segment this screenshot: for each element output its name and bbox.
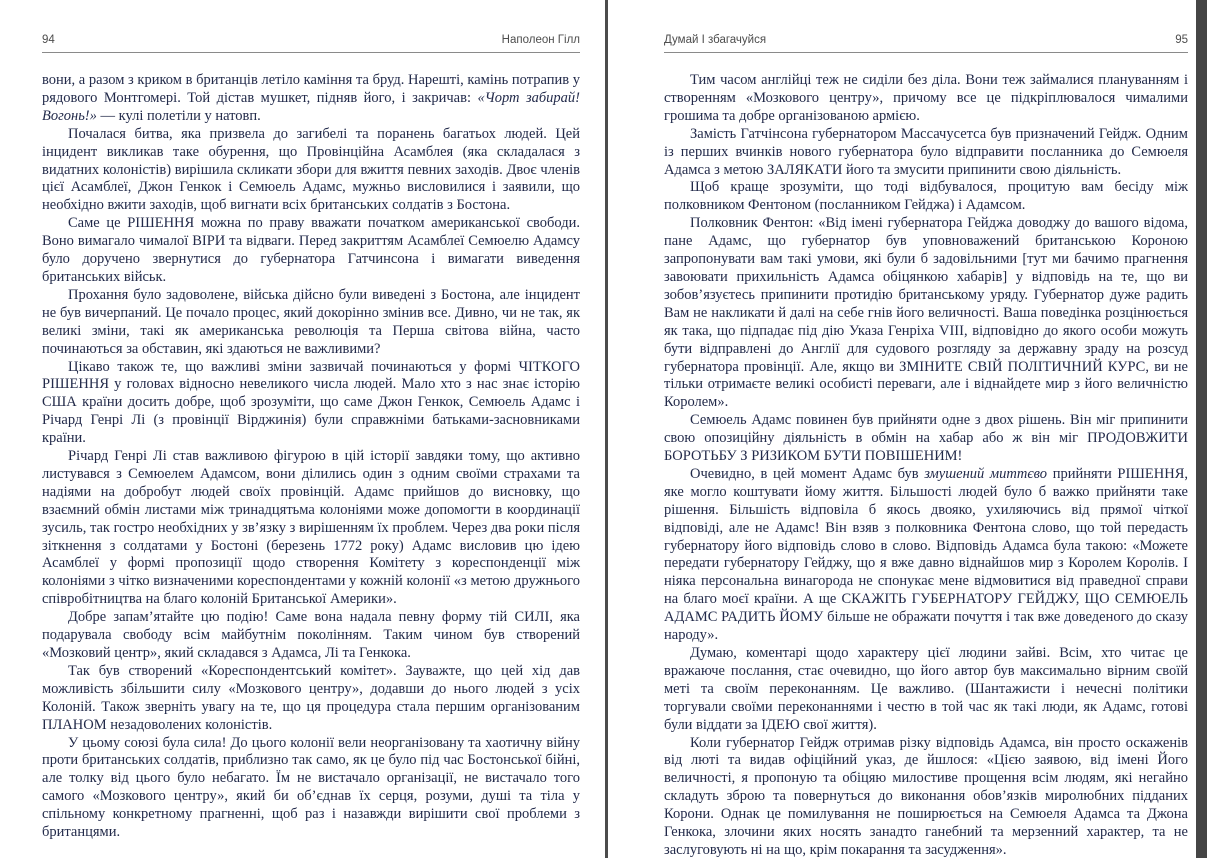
paragraph (42, 72, 580, 126)
text-run: Думаю, коментарі щодо характеру цієї людини зайві. Всім, хто читає це вражаюче послання, стає очевидно, що його автор був максимально вірним своїй меті та своїм переконанням. Це важливо. (Шантажисти і нечесні політики торгували своїми переконаннями і честю в той час як такі люди, як Адамс, готові були віддати за ІДЕЮ свої життя). (664, 645, 1188, 733)
text-run: прийняти РІШЕННЯ, яке могло коштувати йому життя. Більшості людей було б важко прийняти таке рішення. Більшість відповіла б якось двояко, ухиляючись від прямої чіткої відповіді, але не Адамс! Він взяв з полковника Фентона слово, що той передасть губернатору його відповідь слово в слово. Відповідь Адамса була такою: «Можете передати губернатору Гейджу, що я вже давно віднайшов мир з Королем Королів. І ніяка персональна винагорода не спонукає мене відмовитися від праведної справи на благо моєї країни. А ще СКАЖІТЬ ГУБЕРНАТОРУ ГЕЙДЖУ, ЩО СЕМЮЕЛЬ АДАМС РАДИТЬ ЙОМУ більше не ображати почуття і так вже доведеного до сказу народу». (664, 465, 1189, 644)
page-number-right: 95 (1175, 34, 1188, 46)
running-head-author: Наполеон Гілл (501, 34, 580, 46)
text-run: Почалася битва, яка призвела до загибелі та поранень багатьох людей. Цей інцидент викликав таке обурення, що Провінційна Асамблея (яка складалася з видатних колоністів) вирішила скликати збори для вжиття певних заходів. Двоє членів цієї Асамблеї, Джон Генкок і Семюель Адамс, мужньо висловилися і заявили, що необхідно вжити заходів, щоб вигнати всіх британських солдатів з Бостона. (42, 125, 580, 214)
running-head-title: Думай І збагачуйся (664, 34, 767, 46)
page-left (42, 34, 580, 842)
paragraph (664, 735, 1188, 858)
page-right-body (664, 72, 1188, 858)
italic-text-run: «Чорт забирай! Вогонь!» (42, 89, 580, 124)
page-number-left: 94 (42, 34, 55, 46)
paragraph (664, 645, 1188, 735)
italic-text-run: змушений миттєво (924, 465, 1048, 482)
paragraph (42, 359, 580, 449)
paragraph (42, 609, 580, 663)
paragraph (42, 215, 580, 287)
paragraph (664, 72, 1188, 126)
text-run: Очевидно, в цей момент Адамс був (690, 465, 925, 482)
text-run: вони, а разом з криком в британців летіло каміння та бруд. Нарешті, камінь потрапив у рядового Монтгомері. Той дістав мушкет, підняв його, і закричав: (42, 72, 580, 106)
text-run: Замість Гатчінсона губернатором Массачусетса був призначений Гейдж. Одним із перших вчинків нового губернатора було відправити посланника до Семюеля Адамса з метою ЗАЛЯКАТИ його та змусити припинити свою діяльність. (664, 125, 1188, 178)
paragraph (664, 179, 1188, 215)
paragraph (42, 448, 580, 609)
page-gutter-divider (605, 0, 608, 858)
paragraph (664, 412, 1188, 466)
text-run: Так був створений «Кореспондентський комітет». Зауважте, що цей хід дав можливість збільшити силу «Мозкового центру», додавши до нього людей з усіх Колоній. Також зверніть увагу на те, що ця процедура стала першим організованим ПЛАНОМ незадоволених колоністів. (42, 662, 580, 733)
paragraph (42, 287, 580, 359)
text-run: Полковник Фентон: «Від імені губернатора Гейджа доводжу до вашого відома, пане Адамс, що губернатор був уповноважений британською Короною запропонувати вам такі умови, які були б задовільними [тут ми бачимо прагнення завоювати прихильність Адамса обіцянкою хабарів] у відповідь на те, що ви зобов’язуєтесь припинити протидію британському уряду. Губернатор дуже радить Вам не накликати й далі на себе гнів його величності. Ваша поведінка розцінюється як така, що підпадає під дію Указа Генріха VIII, відповідно до якого особи можуть бути відправлені до Англії для судового розгляду за державну зраду на розсуд губернатора провінції. Але, якщо ви ЗМІНИТЕ СВІЙ ПОЛІТИЧНИЙ КУРС, ви не тільки отримаєте великі особисті переваги, але і віднайдете мир з його величністю Королем». (664, 215, 1188, 411)
paragraph (42, 735, 580, 842)
text-run: Семюель Адамс повинен був прийняти одне з двох рішень. Він міг припинити свою опозиційну діяльність в обмін на хабар або ж він міг ПРОДОВЖИТИ БОРОТЬБУ З РИЗИКОМ БУТИ ПОВІШЕНИМ! (664, 412, 1188, 465)
page-left-header (42, 34, 580, 53)
text-run: У цьому союзі була сила! До цього колонії вели неорганізовану та хаотичну війну проти британських солдатів, приблизно так само, як це було під час Бостонської бійні, але толку від цього було небагато. Їм не вистачало організації, не вистачало того самого «Мозкового центру», який би об’єднав їх серця, розуми, душі та тіла у спільному конкретному прагненні, щоб раз і назавжди вирішити свої проблеми з британцями. (42, 734, 580, 841)
paragraph (664, 126, 1188, 180)
page-right (664, 34, 1188, 858)
page-left-body (42, 72, 580, 842)
text-run: — кулі полетіли у натовп. (96, 107, 261, 124)
paragraph (664, 466, 1188, 645)
text-run: Щоб краще зрозуміти, що тоді відбувалося, процитую вам бесіду між полковником Фентоном (посланником Гейджа) і Адамсом. (664, 179, 1188, 214)
paragraph (664, 215, 1188, 412)
text-run: Саме це РІШЕННЯ можна по праву вважати початком американської свободи. Воно вимагало чималої ВІРИ та відваги. Перед закриттям Асамблеї Семюелю Адамсу було доручено звернутися до губернатора Гатчинсона і вимагати виведення британських військ. (42, 215, 580, 285)
text-run: Добре запам’ятайте цю подію! Саме вона надала певну форму тій СИЛІ, яка подарувала свободу всім майбутнім поколінням. Таким чином був створений «Мозковий центр», який складався з Адамса, Лі та Генкока. (42, 609, 580, 661)
text-run: Тим часом англійці теж не сиділи без діла. Вони теж займалися плануванням і створенням «Мозкового центру», причому все це підкріплювалося чималими грошима та добре організованою армією. (664, 72, 1188, 124)
text-run: Прохання було задоволене, війська дійсно були виведені з Бостона, але інцидент не був вичерпаний. Це почало процес, який докорінно змінив все. Дивно, чи не так, як великі зміни, такі як американська революція та Перша світова війна, часто починаються за обставин, які здаються не важливими? (42, 286, 580, 357)
paragraph (42, 663, 580, 735)
text-run: Річард Генрі Лі став важливою фігурою в цій історії завдяки тому, що активно листувався з Семюелем Адамсом, вони ділились один з одним своїми страхами та надіями на добробут людей своїх провінцій. Адамс прийшов до висновку, що взаємний обмін листами між тринадцятьма колоніями може допомогти в координації зусиль, так гостро необхідних у зв’язку з вирішенням їх проблем. Через два роки після зіткнення з солдатами у Бостоні (березень 1772 року) Адамс висловив цю ідею Асамблеї у формі пропозиції щодо створення Комітету з кореспонденції між колоніями з чітко визначеними кореспондентами у кожній колонії «з метою дружнього співробітництва на благо колоній Британської Америки». (42, 448, 580, 608)
page-right-header (664, 34, 1188, 53)
paragraph (42, 126, 580, 216)
scan-edge-bar (1196, 0, 1207, 858)
text-run: Коли губернатор Гейдж отримав різку відповідь Адамса, він просто оскаженів від люті та видав офіційний указ, де йшлося: «Цією заявою, від імені Його величності, я пропоную та обіцяю милостиве прощення всім людям, які негайно складуть зброю та повернуться до виконання обов’язків миролюбних підданих Корони. Однак це помилування не поширюється на Семюеля Адамса та Джона Генкока, злочини яких носять занадто ганебний та мерзенний характер, та не заслуговують ні на що, крім покарання та засудження». (664, 734, 1188, 858)
text-run: Цікаво також те, що важливі зміни зазвичай починаються у формі ЧІТКОГО РІШЕННЯ у головах відносно невеликого числа людей. Мало хто з нас знає історію США країни досить добре, щоб зрозуміти, що саме Джон Генкок, Семюель Адамс і Річард Генрі Лі (з провінції Вірджинія) були справжніми батьками-засновниками країни. (42, 358, 580, 447)
